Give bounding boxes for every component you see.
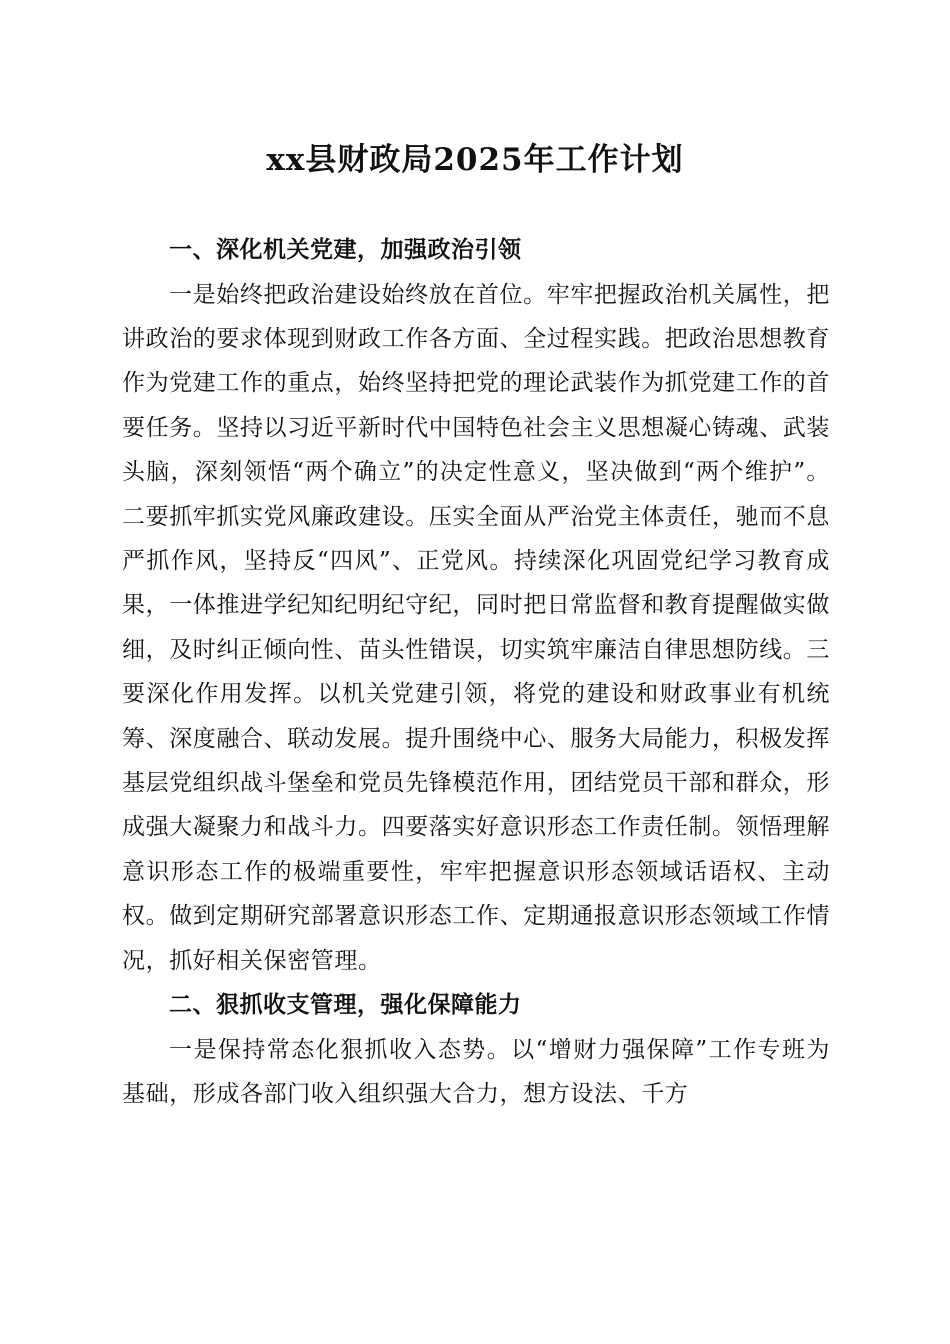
section-paragraph-1: 一是始终把政治建设始终放在首位。牢牢把握政治机关属性，把讲政治的要求体现到财政工作各方面、全过程实践。把政治思想教育作为党建工作的重点，始终坚持把党的理论武装作为抓党建工作的首要任务。坚持以习近平新时代中国特色社会主义思想凝心铸魂、武装头脑，深刻领悟“两个确立”的决定性意义，坚决做到“两个维护”。二要抓牢抓实党风廉政建设。压实全面从严治党主体责任，驰而不息严抓作风，坚持反“四风”、正党风。持续深化巩固党纪学习教育成果，一体推进学纪知纪明纪守纪，同时把日常监督和教育提醒做实做细，及时纠正倾向性、苗头性错误，切实筑牢廉洁自律思想防线。三要深化作用发挥。以机关党建引领，将党的建设和财政事业有机统筹、深度融合、联动发展。提升围绕中心、服务大局能力，积极发挥基层党组织战斗堡垒和党员先锋模范作用，团结党员干部和群众，形成强大凝聚力和战斗力。四要落实好意识形态工作责任制。领悟理解意识形态工作的极端重要性，牢牢把握意识形态领域话语权、主动权。做到定期研究部署意识形态工作、定期通报意识形态领域工作情况，抓好相关保密管理。: [122, 281, 830, 974]
section-heading-2: 二、狠抓收支管理，强化保障能力: [169, 992, 522, 1018]
section-heading-1: 一、深化机关党建，加强政治引领: [169, 237, 522, 263]
document-title: xx县财政局2025年工作计划: [266, 142, 684, 178]
section-paragraph-2: 一是保持常态化狠抓收入态势。以“增财力强保障”工作专班为基础，形成各部门收入组织强大合力，想方设法、千方: [122, 1036, 830, 1107]
document-body: [122, 228, 830, 1116]
